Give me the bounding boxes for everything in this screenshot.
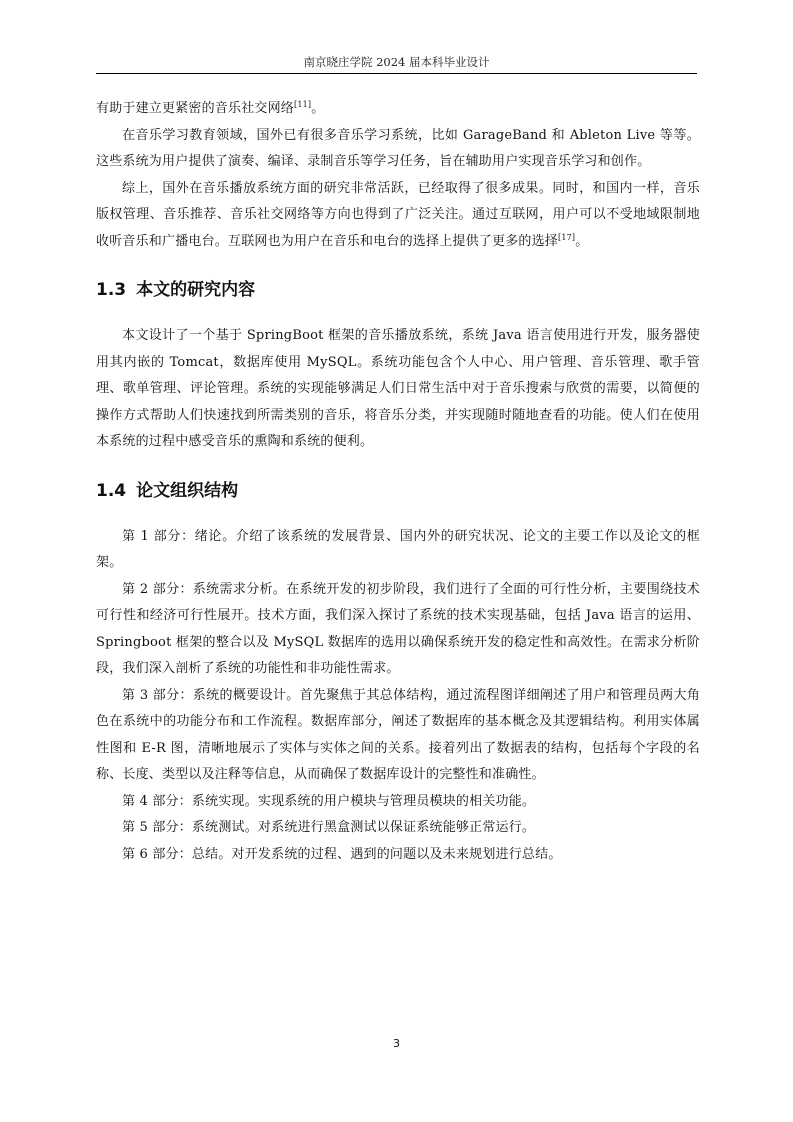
intro-paragraph-3 bbox=[96, 176, 700, 256]
intro-paragraph-1-tail: 。 bbox=[311, 101, 325, 116]
section-title: 本文的研究内容 bbox=[136, 280, 256, 300]
structure-paragraph-6: 第 6 部分：总结。对开发系统的过程、遇到的问题以及未来规划进行总结。 bbox=[122, 846, 562, 862]
intro-paragraph-3-text: 综上，国外在音乐播放系统方面的研究非常活跃，已经取得了很多成果。同时，和国内一样，音乐版权管理、音乐推荐、音乐社交网络等方向也得到了广泛关注。通过互联网，用户可以不受地域限制地收听音乐和广播电台。互联网也为用户在音乐和电台的选择上提供了更多的选择 bbox=[96, 180, 700, 249]
research-content-paragraph: 本文设计了一个基于 SpringBoot 框架的音乐播放系统，系统 Java 语言使用进行开发，服务器使用其内嵌的 Tomcat，数据库使用 MySQL。系统功能包含个人中心、用户管理、音乐管理、歌手管理、歌单管理、评论管理。系统的实现能够满足人们日常生活中对于音乐搜索与欣赏的需要，以简便的操作方式帮助人们快速找到所需类别的音乐，将音乐分类，并实现随时随地查看的功能。使人们在使用本系统的过程中感受音乐的熏陶和系统的便利。 bbox=[96, 328, 700, 449]
structure-paragraph-2: 第 2 部分：系统需求分析。在系统开发的初步阶段，我们进行了全面的可行性分析，主要围绕技术可行性和经济可行性展开。技术方面，我们深入探讨了系统的技术实现基础，包括 Java 语言的运用、Springboot 框架的整合以及 MySQL 数据库的选用以确保系统开发的稳定性和高效性。在需求分析阶段，我们深入剖析了系统的功能性和非功能性需求。 bbox=[96, 581, 700, 676]
page-number: 3 bbox=[393, 1037, 400, 1050]
structure-paragraph-5: 第 5 部分：系统测试。对系统进行黑盒测试以保证系统能够正常运行。 bbox=[122, 820, 536, 835]
section-number: 1.4 bbox=[96, 480, 127, 501]
intro-paragraph-2: 在音乐学习教育领域，国外已有很多音乐学习系统，比如 GarageBand 和 Ableton Live 等等。这些系统为用户提供了演奏、编译、录制音乐等学习任务，旨在辅助用户实现音乐学习和创作。 bbox=[96, 127, 700, 169]
section-title: 论文组织结构 bbox=[136, 480, 239, 501]
intro-paragraph-1 bbox=[96, 96, 700, 123]
intro-paragraph-3-tail: 。 bbox=[575, 233, 589, 249]
citation-ref: [17] bbox=[558, 232, 576, 242]
section-number: 1.3 bbox=[96, 280, 127, 300]
section-heading-1-3 bbox=[96, 275, 700, 305]
structure-paragraph-1: 第 1 部分：绪论。介绍了该系统的发展背景、国内外的研究状况、论文的主要工作以及论文的框架。 bbox=[96, 528, 700, 570]
running-header: 南京晓庄学院 2024 届本科毕业设计 bbox=[303, 55, 490, 69]
citation-ref: [11] bbox=[294, 100, 312, 109]
page-body bbox=[96, 96, 700, 868]
section-heading-1-4 bbox=[96, 476, 700, 506]
structure-paragraph-3: 第 3 部分：系统的概要设计。首先聚焦于其总体结构，通过流程图详细阐述了用户和管理员两大角色在系统中的功能分布和工作流程。数据库部分，阐述了数据库的基本概念及其逻辑结构。利用实体属性图和 E-R 图，清晰地展示了实体与实体之间的关系。接着列出了数据表的结构，包括每个字段的名称、长度、类型以及注释等信息，从而确保了数据库设计的完整性和准确性。 bbox=[96, 687, 700, 782]
header-divider bbox=[96, 73, 697, 74]
intro-paragraph-1-text: 有助于建立更紧密的音乐社交网络 bbox=[96, 101, 295, 116]
structure-paragraph-4: 第 4 部分：系统实现。实现系统的用户模块与管理员模块的相关功能。 bbox=[122, 793, 536, 809]
